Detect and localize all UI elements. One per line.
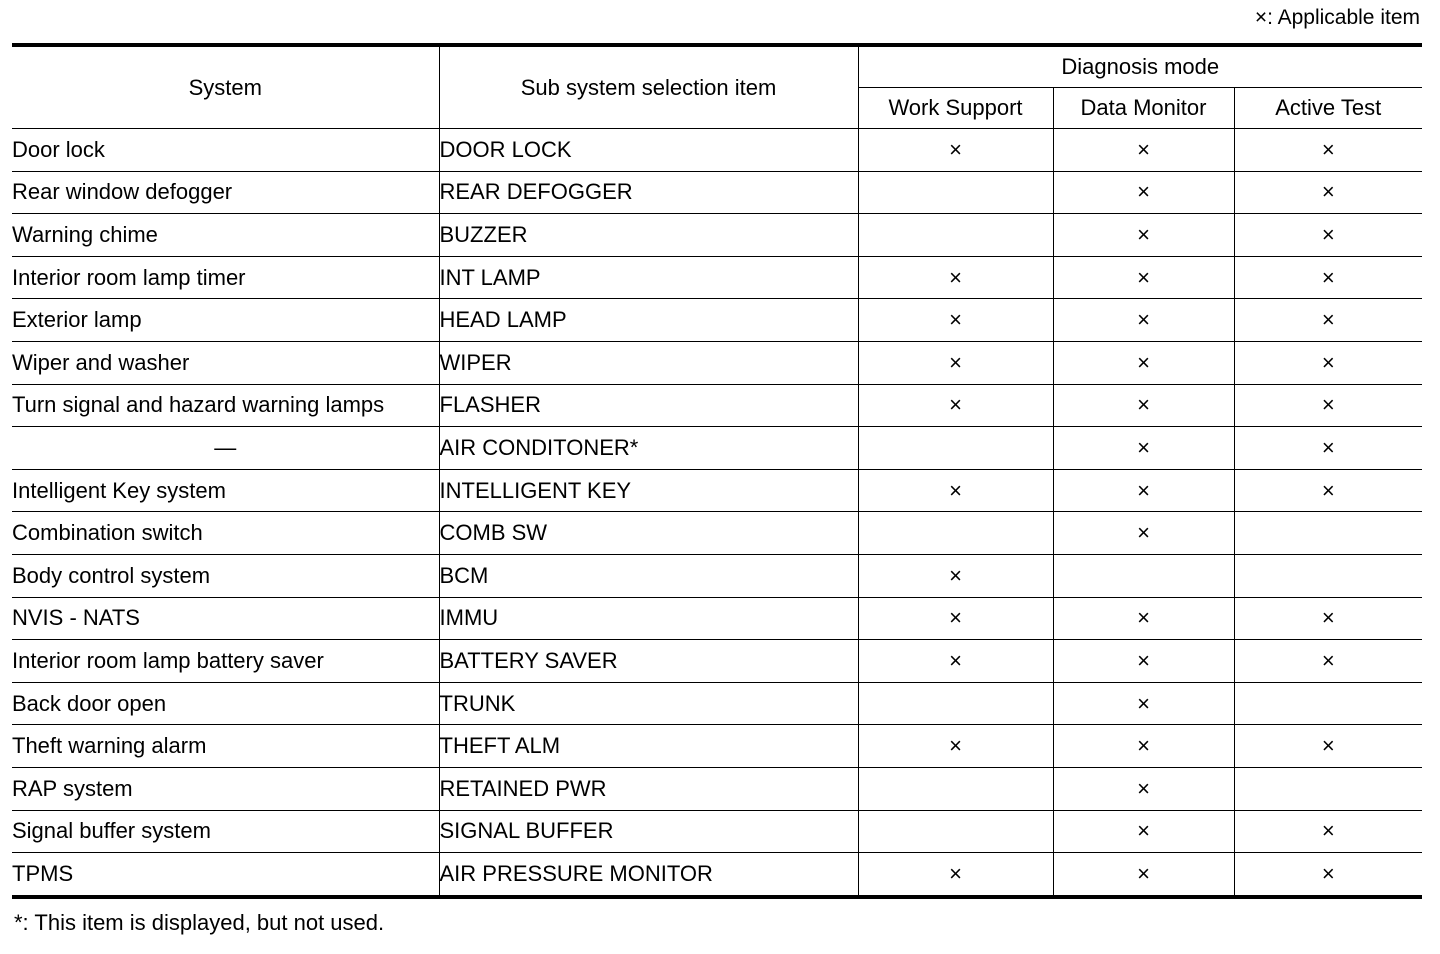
table-row (12, 640, 1422, 683)
active-test-cell: × (1234, 341, 1422, 384)
sub-system-cell: COMB SW (439, 512, 858, 555)
system-cell: RAP system (12, 767, 439, 810)
active-test-column-header: Active Test (1234, 88, 1422, 129)
sub-system-cell: HEAD LAMP (439, 299, 858, 342)
work-support-cell: × (858, 256, 1053, 299)
active-test-cell: × (1234, 171, 1422, 214)
table-row (12, 171, 1422, 214)
system-cell: Combination switch (12, 512, 439, 555)
active-test-cell: × (1234, 129, 1422, 172)
work-support-cell (858, 427, 1053, 470)
active-test-cell: × (1234, 640, 1422, 683)
data-monitor-cell: × (1053, 640, 1234, 683)
work-support-cell (858, 214, 1053, 257)
footnote: *: This item is displayed, but not used. (14, 910, 385, 935)
system-column-header: System (12, 45, 439, 129)
sub-system-column-header: Sub system selection item (439, 45, 858, 129)
sub-system-cell: WIPER (439, 341, 858, 384)
active-test-cell (1234, 767, 1422, 810)
work-support-cell (858, 512, 1053, 555)
active-test-cell (1234, 682, 1422, 725)
data-monitor-cell: × (1053, 469, 1234, 512)
table-row (12, 384, 1422, 427)
active-test-cell: × (1234, 299, 1422, 342)
sub-system-cell: TRUNK (439, 682, 858, 725)
sub-system-cell: SIGNAL BUFFER (439, 810, 858, 853)
system-cell: Body control system (12, 554, 439, 597)
work-support-cell: × (858, 554, 1053, 597)
work-support-cell (858, 810, 1053, 853)
table-body (12, 129, 1422, 897)
data-monitor-cell: × (1053, 725, 1234, 768)
work-support-cell: × (858, 725, 1053, 768)
data-monitor-cell: × (1053, 682, 1234, 725)
system-cell: Back door open (12, 682, 439, 725)
table-row (12, 469, 1422, 512)
work-support-cell (858, 171, 1053, 214)
sub-system-cell: INT LAMP (439, 256, 858, 299)
sub-system-cell: BUZZER (439, 214, 858, 257)
sub-system-cell: BCM (439, 554, 858, 597)
active-test-cell (1234, 554, 1422, 597)
table-row (12, 554, 1422, 597)
work-support-cell: × (858, 129, 1053, 172)
data-monitor-cell: × (1053, 767, 1234, 810)
work-support-cell: × (858, 341, 1053, 384)
table-row (12, 725, 1422, 768)
system-cell: — (12, 427, 439, 470)
sub-system-cell: REAR DEFOGGER (439, 171, 858, 214)
system-cell: Theft warning alarm (12, 725, 439, 768)
work-support-cell: × (858, 853, 1053, 897)
work-support-cell: × (858, 597, 1053, 640)
diagnosis-mode-table (12, 43, 1422, 899)
data-monitor-cell: × (1053, 171, 1234, 214)
table-row (12, 853, 1422, 897)
work-support-cell: × (858, 640, 1053, 683)
data-monitor-cell: × (1053, 299, 1234, 342)
active-test-cell: × (1234, 853, 1422, 897)
active-test-cell: × (1234, 427, 1422, 470)
table-row (12, 129, 1422, 172)
table-header (12, 45, 1422, 129)
sub-system-cell: FLASHER (439, 384, 858, 427)
work-support-cell: × (858, 469, 1053, 512)
table-row (12, 682, 1422, 725)
active-test-cell: × (1234, 469, 1422, 512)
system-cell: Exterior lamp (12, 299, 439, 342)
work-support-cell (858, 682, 1053, 725)
data-monitor-cell: × (1053, 427, 1234, 470)
work-support-cell (858, 767, 1053, 810)
system-cell: Signal buffer system (12, 810, 439, 853)
work-support-cell: × (858, 384, 1053, 427)
table-row (12, 341, 1422, 384)
sub-system-cell: AIR CONDITONER* (439, 427, 858, 470)
system-cell: Door lock (12, 129, 439, 172)
work-support-cell: × (858, 299, 1053, 342)
table-row (12, 767, 1422, 810)
sub-system-cell: THEFT ALM (439, 725, 858, 768)
data-monitor-cell: × (1053, 597, 1234, 640)
active-test-cell: × (1234, 214, 1422, 257)
work-support-column-header: Work Support (858, 88, 1053, 129)
applicable-item-legend: ×: Applicable item (1254, 6, 1420, 29)
system-cell: Interior room lamp battery saver (12, 640, 439, 683)
table-row (12, 214, 1422, 257)
table-row (12, 597, 1422, 640)
table-row (12, 256, 1422, 299)
table-row (12, 512, 1422, 555)
data-monitor-cell: × (1053, 384, 1234, 427)
sub-system-cell: IMMU (439, 597, 858, 640)
active-test-cell: × (1234, 810, 1422, 853)
system-cell: Turn signal and hazard warning lamps (12, 384, 439, 427)
system-cell: Wiper and washer (12, 341, 439, 384)
table-row (12, 299, 1422, 342)
system-cell: NVIS - NATS (12, 597, 439, 640)
table-row (12, 810, 1422, 853)
sub-system-cell: INTELLIGENT KEY (439, 469, 858, 512)
sub-system-cell: RETAINED PWR (439, 767, 858, 810)
sub-system-cell: BATTERY SAVER (439, 640, 858, 683)
table-row (12, 427, 1422, 470)
data-monitor-cell: × (1053, 512, 1234, 555)
sub-system-cell: AIR PRESSURE MONITOR (439, 853, 858, 897)
data-monitor-cell: × (1053, 853, 1234, 897)
active-test-cell: × (1234, 256, 1422, 299)
active-test-cell: × (1234, 597, 1422, 640)
diagnosis-mode-header: Diagnosis mode (858, 45, 1422, 88)
system-cell: Intelligent Key system (12, 469, 439, 512)
sub-system-cell: DOOR LOCK (439, 129, 858, 172)
system-cell: TPMS (12, 853, 439, 897)
data-monitor-cell: × (1053, 341, 1234, 384)
data-monitor-cell: × (1053, 214, 1234, 257)
data-monitor-cell: × (1053, 256, 1234, 299)
active-test-cell: × (1234, 725, 1422, 768)
active-test-cell: × (1234, 384, 1422, 427)
system-cell: Interior room lamp timer (12, 256, 439, 299)
active-test-cell (1234, 512, 1422, 555)
system-cell: Rear window defogger (12, 171, 439, 214)
data-monitor-cell: × (1053, 810, 1234, 853)
data-monitor-column-header: Data Monitor (1053, 88, 1234, 129)
data-monitor-cell: × (1053, 129, 1234, 172)
system-cell: Warning chime (12, 214, 439, 257)
data-monitor-cell (1053, 554, 1234, 597)
